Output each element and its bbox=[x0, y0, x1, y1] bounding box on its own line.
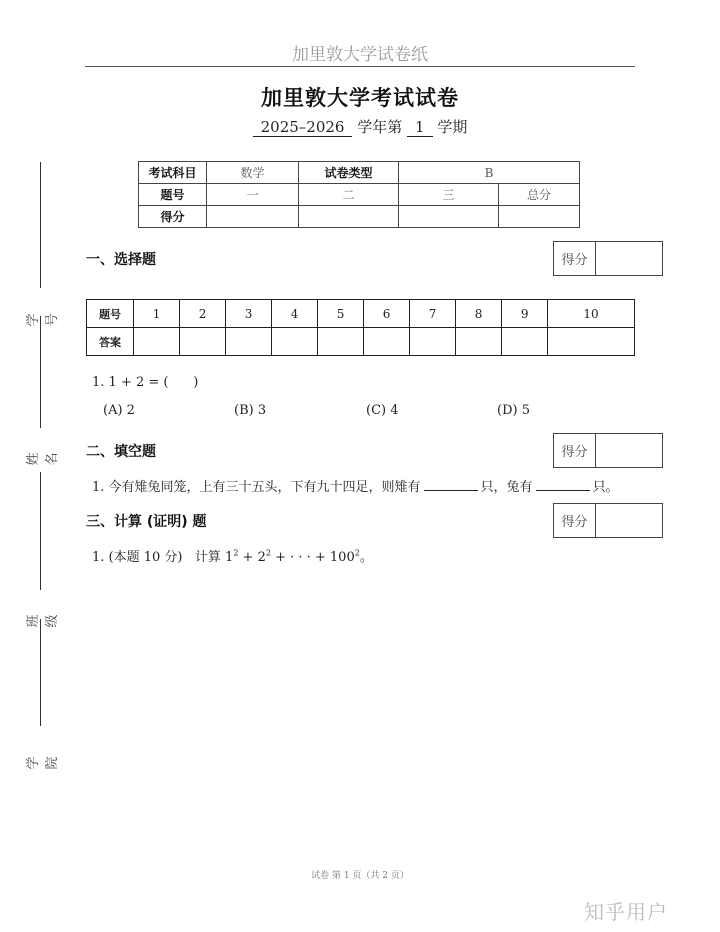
answer-number: 10 bbox=[548, 300, 635, 328]
exam-info-table bbox=[138, 161, 580, 228]
calc-question-prefix: 1. (本题 10 分) bbox=[92, 550, 183, 565]
answer-number: 9 bbox=[502, 300, 548, 328]
answer-number: 8 bbox=[456, 300, 502, 328]
option-a: (A) 2 bbox=[103, 403, 135, 418]
score-row-label: 得分 bbox=[139, 206, 207, 228]
answer-number: 4 bbox=[272, 300, 318, 328]
total-label: 总分 bbox=[499, 184, 580, 206]
binding-line bbox=[40, 472, 41, 590]
section-3-score-box bbox=[553, 503, 663, 538]
subject-label: 考试科目 bbox=[139, 162, 207, 184]
answer-cell[interactable] bbox=[456, 328, 502, 356]
section-number-3: 三 bbox=[399, 184, 499, 206]
fill-question-text-2: 只，兔有 bbox=[480, 480, 533, 495]
section-3-score-field[interactable] bbox=[596, 504, 662, 537]
answer-cell[interactable] bbox=[180, 328, 226, 356]
fill-question-text-1: 1. 今有雉兔同笼，上有三十五头，下有九十四足，则雉有 bbox=[92, 480, 421, 495]
student-id-label: 学号 bbox=[26, 307, 60, 327]
page-footer: 试卷 第 1 页（共 2 页） bbox=[311, 871, 409, 881]
score-box-label: 得分 bbox=[554, 242, 596, 275]
calc-text: + 2 bbox=[238, 550, 266, 565]
fill-question-text-3: 只。 bbox=[592, 480, 619, 495]
exam-title: 加里敦大学考试试卷 bbox=[261, 86, 459, 110]
section-1-score-field[interactable] bbox=[596, 242, 662, 275]
term-line bbox=[0, 116, 720, 137]
answer-number: 6 bbox=[364, 300, 410, 328]
answer-table-number-label: 题号 bbox=[87, 300, 134, 328]
question-number-label: 题号 bbox=[139, 184, 207, 206]
binding-line bbox=[40, 162, 41, 288]
calc-question-1 bbox=[92, 546, 373, 565]
answer-cell[interactable] bbox=[318, 328, 364, 356]
subject-value: 数学 bbox=[207, 162, 299, 184]
score-box-label: 得分 bbox=[554, 504, 596, 537]
fill-question-1 bbox=[92, 476, 619, 495]
answer-number: 2 bbox=[180, 300, 226, 328]
term-number: 1 bbox=[407, 119, 433, 137]
binding-line bbox=[40, 619, 41, 726]
year-suffix: 学年第 bbox=[357, 118, 403, 136]
rabbit-count-blank[interactable] bbox=[536, 478, 590, 491]
answer-cell[interactable] bbox=[502, 328, 548, 356]
option-d: (D) 5 bbox=[497, 403, 530, 418]
score-cell-2[interactable] bbox=[299, 206, 399, 228]
section-3-title: 三、计算 (证明) 题 bbox=[86, 514, 207, 530]
score-cell-1[interactable] bbox=[207, 206, 299, 228]
section-number-1: 一 bbox=[207, 184, 299, 206]
exponent: 2 bbox=[265, 548, 271, 558]
option-b: (B) 3 bbox=[234, 403, 267, 418]
header-divider bbox=[85, 66, 635, 67]
score-cell-total[interactable] bbox=[499, 206, 580, 228]
answer-cell[interactable] bbox=[410, 328, 456, 356]
answer-cell[interactable] bbox=[134, 328, 180, 356]
binding-line bbox=[40, 316, 41, 428]
answer-number: 7 bbox=[410, 300, 456, 328]
paper-type-value: B bbox=[399, 162, 580, 184]
section-1-score-box bbox=[553, 241, 663, 276]
section-number-2: 二 bbox=[299, 184, 399, 206]
calc-text: + · · · + 100 bbox=[270, 550, 355, 565]
term-suffix: 学期 bbox=[437, 118, 468, 136]
exponent: 2 bbox=[233, 548, 239, 558]
academic-year: 2025–2026 bbox=[253, 119, 353, 137]
choice-answer-table bbox=[86, 299, 635, 356]
answer-number: 5 bbox=[318, 300, 364, 328]
calc-text: 。 bbox=[359, 550, 373, 565]
paper-header-title: 加里敦大学试卷纸 bbox=[292, 45, 428, 65]
college-label: 学院 bbox=[26, 750, 60, 770]
answer-number: 3 bbox=[226, 300, 272, 328]
paper-type-label: 试卷类型 bbox=[299, 162, 399, 184]
answer-cell[interactable] bbox=[272, 328, 318, 356]
section-1-title: 一、选择题 bbox=[86, 252, 156, 268]
option-c: (C) 4 bbox=[366, 403, 399, 418]
score-box-label: 得分 bbox=[554, 434, 596, 467]
answer-cell[interactable] bbox=[226, 328, 272, 356]
answer-cell[interactable] bbox=[364, 328, 410, 356]
section-2-score-box bbox=[553, 433, 663, 468]
watermark: 知乎用户 bbox=[584, 900, 668, 924]
exponent: 2 bbox=[354, 548, 360, 558]
calc-text: 计算 1 bbox=[194, 550, 234, 565]
pheasant-count-blank[interactable] bbox=[424, 478, 478, 491]
answer-cell[interactable] bbox=[548, 328, 635, 356]
section-2-score-field[interactable] bbox=[596, 434, 662, 467]
answer-table-answer-label: 答案 bbox=[87, 328, 134, 356]
name-label: 姓名 bbox=[26, 446, 60, 466]
choice-question-1: 1. 1 + 2 = ( ) bbox=[92, 375, 199, 390]
score-cell-3[interactable] bbox=[399, 206, 499, 228]
section-2-title: 二、填空题 bbox=[86, 444, 156, 460]
answer-number: 1 bbox=[134, 300, 180, 328]
class-label: 班级 bbox=[26, 608, 60, 628]
